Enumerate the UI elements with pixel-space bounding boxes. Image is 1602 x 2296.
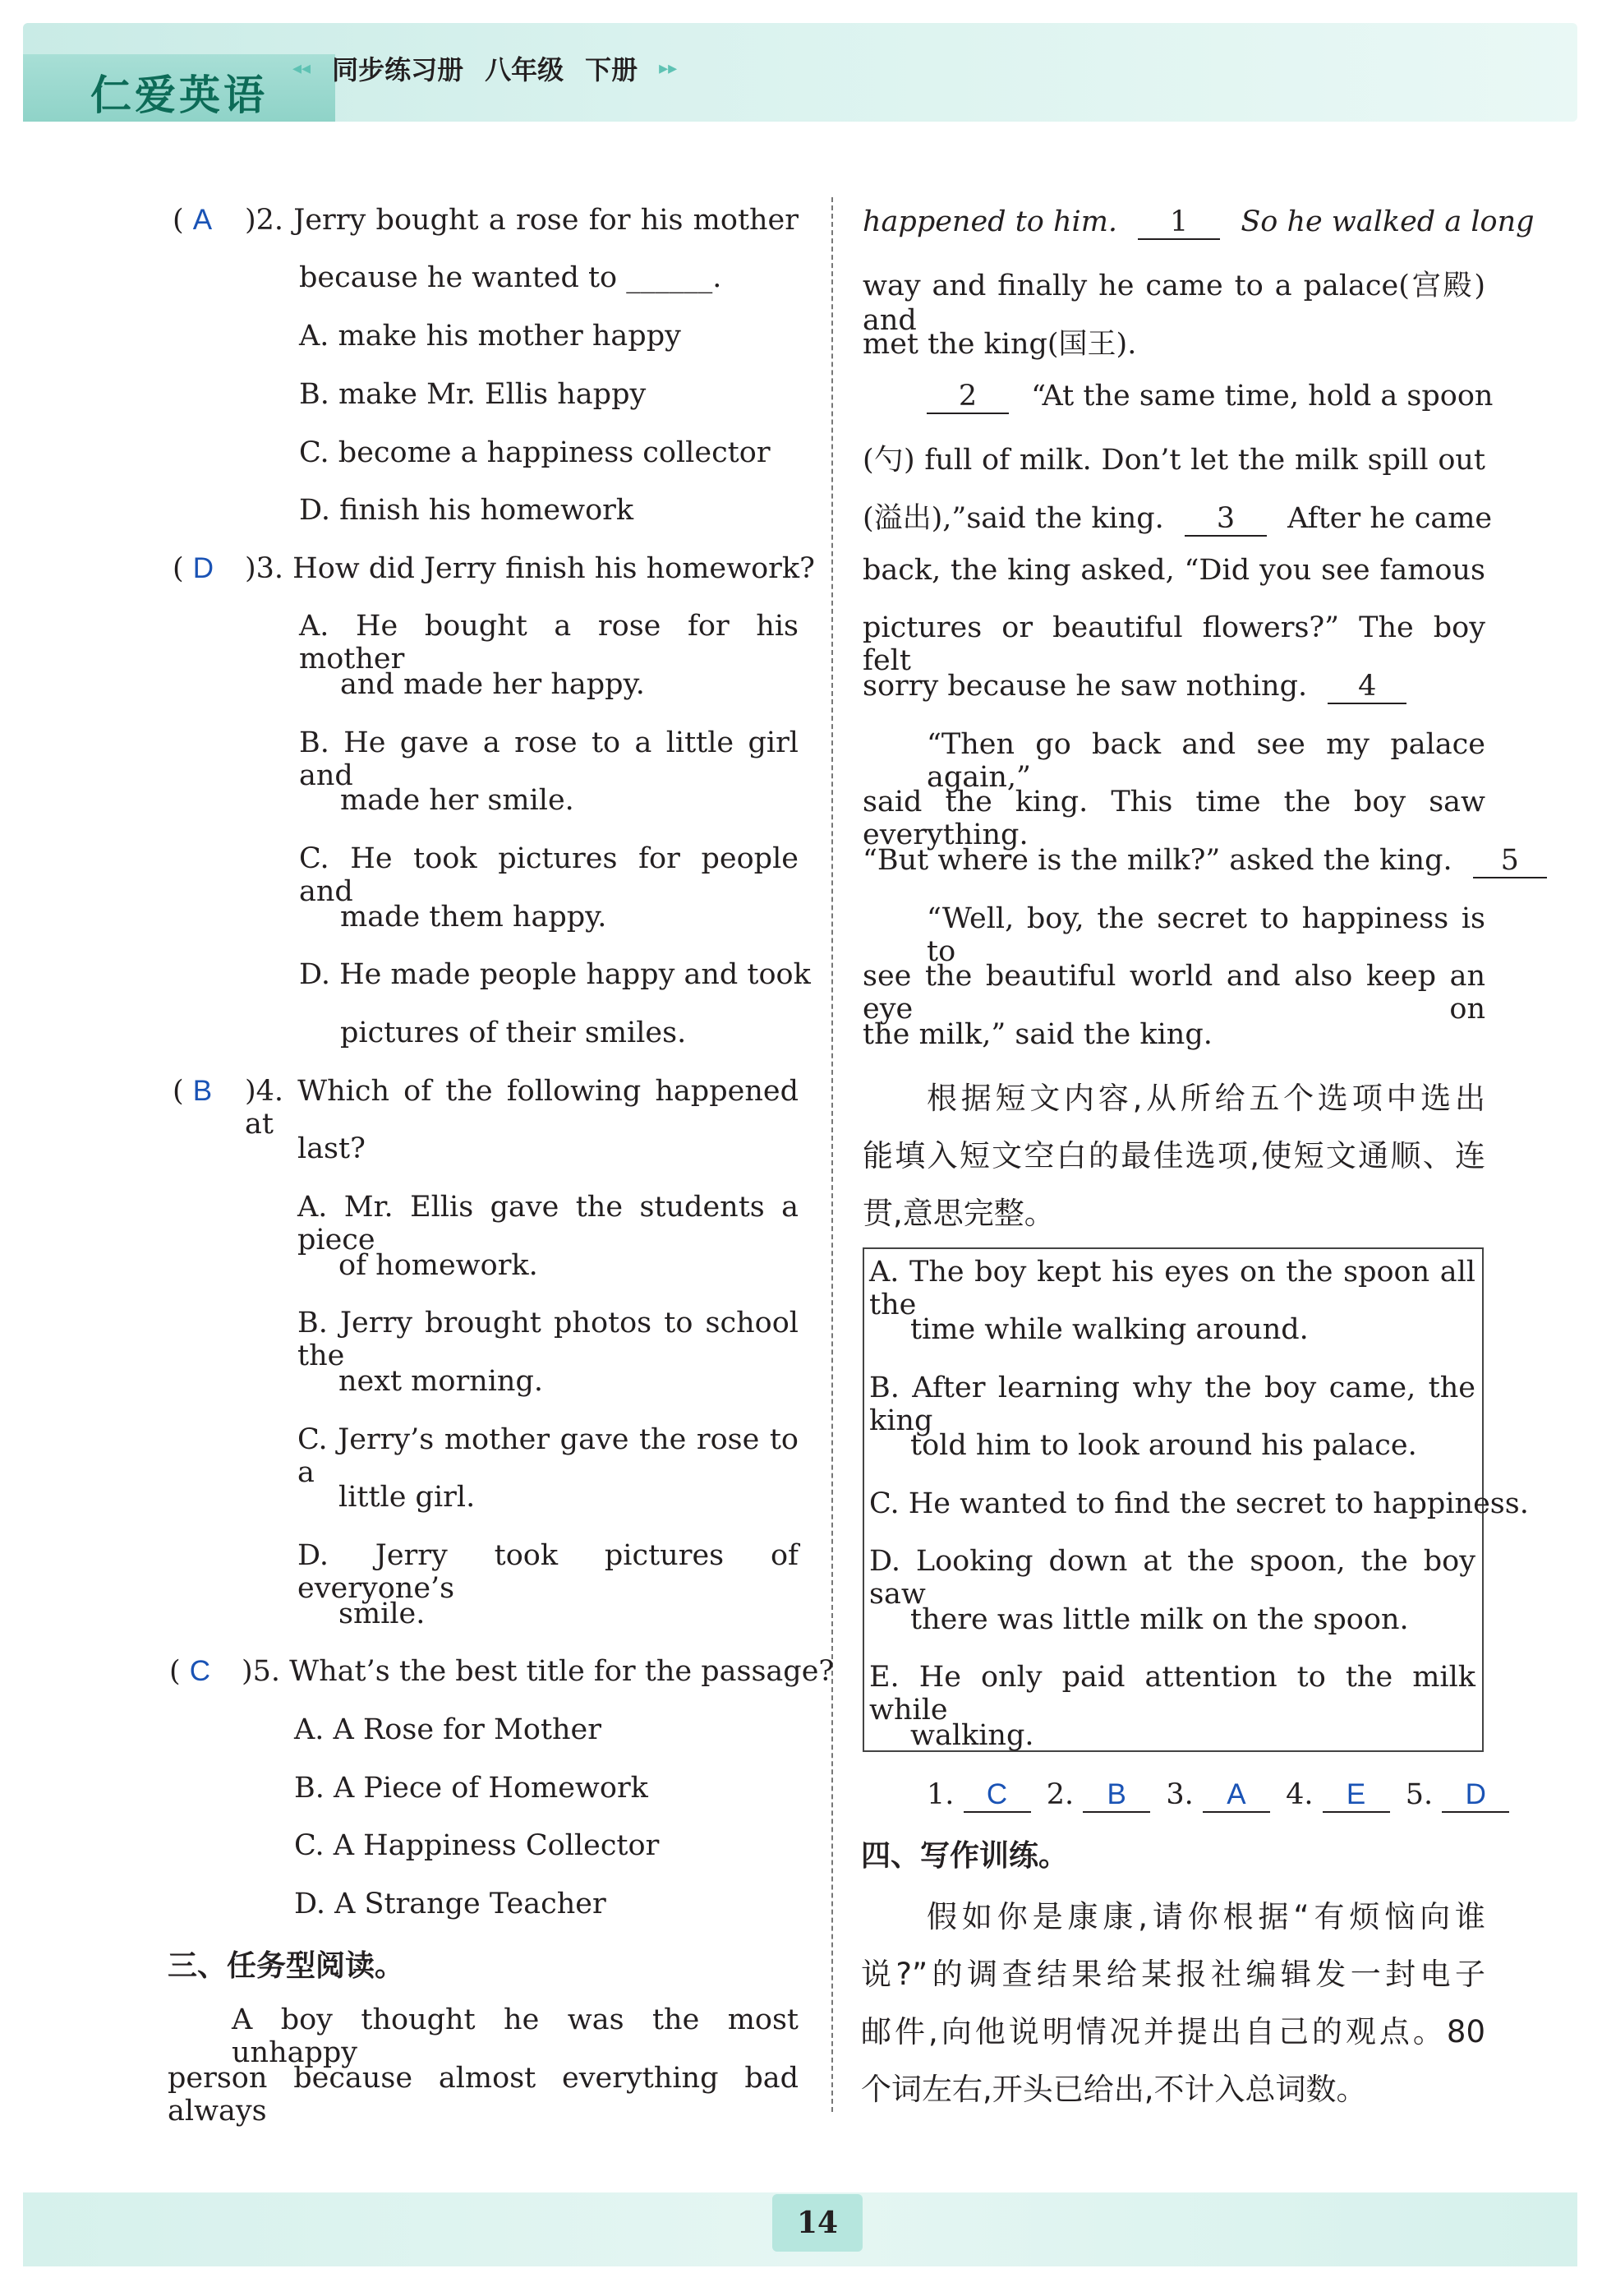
passage-line-5: met the king(国王). [863,328,1137,361]
question-4 [173,1075,212,1108]
writing-line-2: 说?”的调查结果给某报社编辑发一封电子 [861,1957,1485,1992]
question-5 [169,1655,210,1688]
answer-q3: D [192,552,214,584]
option-b-1: B. After learning why the boy came, the king [869,1372,1475,1437]
passage-line-17: the milk,” said the king. [863,1018,1213,1051]
answer-1: C [964,1778,1031,1813]
brand-logo: 仁爱英语 [90,71,268,119]
passage-line-4: way and finally he came to a palace(宫殿) and [863,270,1485,337]
option-e-2: walking. [910,1719,1034,1752]
blank-4: 4 [1328,670,1406,704]
blank-5: 5 [1473,844,1547,878]
passage-text: “But where is the milk?” asked the king. [863,844,1452,877]
passage-line-6 [927,380,1494,414]
arrow-right-icon: ▸▸ [659,58,678,79]
passage-text: “At the same time, hold a spoon [1031,380,1494,413]
q2-option-b: B. make Mr. Ellis happy [299,378,647,411]
answer-row [927,1778,1509,1813]
passage-line-11 [863,670,1406,704]
option-b-2: told him to look around his palace. [910,1429,1417,1462]
q5-stem: )5. What’s the best title for the passage? [242,1655,835,1688]
q2-option-a: A. make his mother happy [299,320,681,353]
passage-text: So he walked a long [1241,205,1535,238]
passage-text: happened to him. [863,205,1118,238]
paren-open: ( [173,204,193,237]
option-e-1: E. He only paid attention to the milk while [869,1661,1475,1727]
paren-open: ( [173,1075,193,1108]
answer-number: 1. [927,1778,955,1811]
writing-line-4: 个词左右,开头已给出,不计入总词数。 [861,2072,1367,2107]
passage-line-9: back, the king asked, “Did you see famous [863,554,1485,587]
q3-option-a-2: and made her happy. [340,668,645,701]
passage-line-12: “Then go back and see my palace again,” [927,728,1485,794]
q5-option-b: B. A Piece of Homework [294,1772,648,1805]
q4-option-c-1: C. Jerry’s mother gave the rose to a [297,1423,799,1489]
grade-label: 八年级 [485,54,564,85]
q4-option-b-1: B. Jerry brought photos to school the [297,1307,799,1372]
header-title [292,49,677,87]
answer-q4: B [192,1075,213,1107]
q5-option-c: C. A Happiness Collector [294,1829,660,1862]
passage-line-3 [863,205,1535,240]
passage-line-7: (勺) full of milk. Don’t let the milk spill out [863,444,1485,477]
q3-option-c-2: made them happy. [340,901,607,934]
passage-line-1: A boy thought he was the most unhappy [232,2003,799,2069]
q2-stem-1: )2. Jerry bought a rose for his mother [245,204,799,237]
answer-q5: C [189,1655,211,1687]
page-number: 14 [772,2194,863,2252]
q3-option-d-2: pictures of their smiles. [340,1017,687,1049]
q5-option-a: A. A Rose for Mother [294,1713,601,1746]
q2-option-d: D. finish his homework [299,494,634,527]
q3-option-d-1: D. He made people happy and took [299,958,811,991]
option-a-1: A. The boy kept his eyes on the spoon all the [869,1256,1475,1321]
instruction-line-3: 贯,意思完整。 [863,1196,1055,1231]
answer-number: 2. [1046,1778,1075,1811]
q4-option-b-2: next morning. [338,1365,543,1398]
option-d-2: there was little milk on the spoon. [910,1603,1409,1636]
answer-q2: A [192,204,213,236]
passage-line-14 [863,844,1547,878]
answer-3: A [1203,1778,1270,1813]
arrow-left-icon: ◂◂ [292,58,311,79]
answer-number: 5. [1405,1778,1434,1811]
q2-stem-2: because he wanted to ______. [299,261,722,294]
passage-text: sorry because he saw nothing. [863,670,1308,703]
passage-line-2: person because almost everything bad always [168,2062,799,2128]
q2-option-c: C. become a happiness collector [299,436,771,469]
blank-3: 3 [1185,502,1267,537]
q4-stem-2: last? [297,1132,366,1165]
question-2 [173,204,212,237]
column-divider [831,197,833,2112]
passage-text: (溢出),”said the king. [863,502,1164,535]
blank-2: 2 [927,380,1009,414]
q5-option-d: D. A Strange Teacher [294,1888,606,1920]
passage-line-10: pictures or beautiful flowers?” The boy felt [863,611,1485,677]
book-title: 同步练习册 [332,54,464,85]
q4-stem-1: )4. Which of the following happened at [245,1075,799,1141]
writing-line-1: 假如你是康康,请你根据“有烦恼向谁 [927,1899,1485,1934]
answer-5: D [1442,1778,1509,1813]
paren-open: ( [173,552,193,585]
volume-label: 下册 [585,54,638,85]
q3-option-c-1: C. He took pictures for people and [299,842,799,908]
passage-line-15: “Well, boy, the secret to happiness is to [927,902,1485,968]
passage-line-8 [863,496,1492,537]
q3-option-b-1: B. He gave a rose to a little girl and [299,726,799,792]
q3-stem: )3. How did Jerry finish his homework? [245,552,815,585]
paren-open: ( [169,1655,190,1688]
section-3-title: 三、任务型阅读。 [168,1949,405,1983]
q4-option-d-1: D. Jerry took pictures of everyone’s [297,1539,799,1605]
writing-line-3: 邮件,向他说明情况并提出自己的观点。80 [861,2014,1485,2049]
q4-option-d-2: smile. [338,1598,426,1630]
blank-1: 1 [1138,205,1220,240]
section-4-title: 四、写作训练。 [861,1839,1069,1873]
option-c: C. He wanted to find the secret to happiness. [869,1487,1529,1520]
passage-text: After he came [1287,502,1493,535]
answer-number: 4. [1286,1778,1314,1811]
q4-option-a-1: A. Mr. Ellis gave the students a piece [297,1191,799,1256]
answer-4: E [1323,1778,1390,1813]
option-d-1: D. Looking down at the spoon, the boy saw [869,1545,1475,1611]
question-3 [173,552,214,585]
q4-option-c-2: little girl. [338,1481,476,1514]
answer-number: 3. [1166,1778,1194,1811]
instruction-line-1: 根据短文内容,从所给五个选项中选出 [927,1081,1485,1116]
instruction-line-2: 能填入短文空白的最佳选项,使短文通顺、连 [863,1138,1485,1173]
passage-line-16: see the beautiful world and also keep an eye on [863,960,1485,1026]
option-a-2: time while walking around. [910,1313,1309,1346]
answer-2: B [1083,1778,1150,1813]
passage-line-13: said the king. This time the boy saw everything. [863,786,1485,851]
q3-option-b-2: made her smile. [340,784,574,817]
q3-option-a-1: A. He bought a rose for his mother [299,610,799,675]
q4-option-a-2: of homework. [338,1249,538,1282]
